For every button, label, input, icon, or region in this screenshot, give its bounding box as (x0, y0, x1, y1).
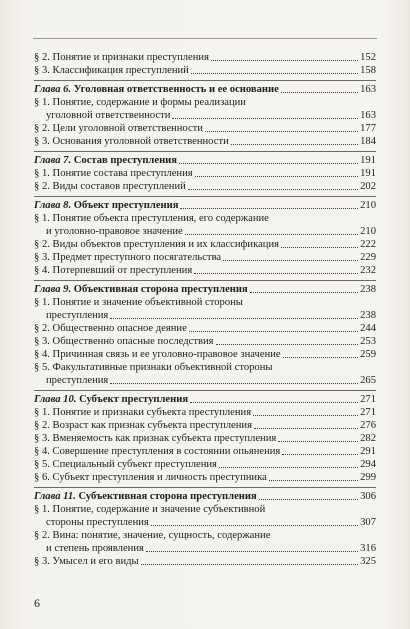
toc-entry (34, 322, 376, 335)
page-number: 6 (34, 596, 40, 610)
entry-page: 282 (360, 433, 376, 444)
entry-text: § 3. Основания уголовной ответственности (34, 136, 229, 147)
toc-entry (34, 251, 376, 264)
toc-entry (34, 122, 376, 135)
entry-page: 222 (360, 239, 376, 250)
entry-text: и степень проявления (46, 543, 144, 554)
entry-text: § 2. Виды объектов преступления и их классификация (34, 239, 279, 250)
entry-text: § 4. Потерпевший от преступления (34, 265, 193, 276)
entry-text: § 2. Понятие и признаки преступления (34, 52, 209, 63)
toc-entry (34, 555, 376, 568)
chapter-heading (34, 393, 376, 406)
dot-leader (250, 292, 358, 293)
entry-page: 265 (360, 375, 376, 386)
toc-entry (34, 238, 376, 251)
toc-entry (34, 419, 376, 432)
entry-page: 191 (360, 168, 376, 179)
dot-leader (259, 499, 358, 500)
entry-text: § 3. Классификация преступлений (34, 65, 189, 76)
dot-leader (195, 176, 359, 177)
entry-text: преступления (46, 310, 109, 321)
chapter-heading-text (34, 490, 257, 503)
chapter-title: Субъект преступления (79, 394, 189, 405)
chapter-title: Уголовная ответственность и ее основание (73, 84, 279, 95)
dot-leader (278, 441, 358, 442)
chapter-page: 271 (360, 394, 376, 405)
entry-text: § 1. Понятие состава преступления (34, 168, 193, 179)
chapter-label: Глава 6. (34, 84, 72, 95)
toc-entry (34, 180, 376, 193)
entry-line: § 5. Факультативные признаки объективной стороны (34, 362, 273, 373)
entry-line: § 1. Понятие объекта преступления, его содержание (34, 213, 269, 224)
entry-page: 238 (360, 310, 376, 321)
entry-page: 244 (360, 323, 376, 334)
entry-page: 276 (360, 420, 376, 431)
entry-page: 158 (360, 65, 376, 76)
dot-leader (205, 131, 358, 132)
entry-text: § 1. Понятие и признаки субъекта преступления (34, 407, 252, 418)
table-of-contents (34, 47, 376, 571)
entry-page: 232 (360, 265, 376, 276)
dot-leader (223, 260, 358, 261)
chapter-title: Состав преступления (73, 155, 178, 166)
dot-leader (110, 383, 358, 384)
entry-page: 202 (360, 181, 376, 192)
entry-text: § 3. Предмет преступного посягательства (34, 252, 222, 263)
dot-leader (254, 428, 358, 429)
entry-page: 253 (360, 336, 376, 347)
toc-entry (34, 264, 376, 277)
dot-leader (190, 402, 358, 403)
entry-line: § 1. Понятие, содержание и значение субъективной (34, 504, 266, 515)
entry-text: § 3. Умысел и его виды (34, 556, 139, 567)
chapter-heading-text (34, 283, 248, 296)
entry-line: § 1. Понятие, содержание и формы реализации (34, 97, 246, 108)
dot-leader (194, 273, 358, 274)
top-rule (33, 38, 377, 39)
toc-entry (34, 309, 376, 322)
entry-page: 291 (360, 446, 376, 457)
dot-leader (231, 144, 358, 145)
toc-entry (34, 348, 376, 361)
chapter-heading-text (34, 83, 279, 96)
chapter-label: Глава 10. (34, 394, 77, 405)
entry-text: § 5. Специальный субъект преступления (34, 459, 217, 470)
chapter-heading-text (34, 154, 177, 167)
entry-page: 299 (360, 472, 376, 483)
entry-page: 259 (360, 349, 376, 360)
chapter-heading (34, 154, 376, 167)
toc-entry (34, 445, 376, 458)
toc-entry (34, 516, 376, 529)
dot-leader (281, 92, 358, 93)
entry-text: § 2. Виды составов преступлений (34, 181, 186, 192)
dot-leader (282, 454, 358, 455)
dot-leader (180, 208, 358, 209)
dot-leader (283, 357, 359, 358)
entry-text: § 4. Причинная связь и ее уголовно-правовое значение (34, 349, 281, 360)
entry-text: § 4. Совершение преступления в состоянии опьянения (34, 446, 281, 457)
dot-leader (110, 318, 358, 319)
chapter-heading (34, 199, 376, 212)
entry-page: 184 (360, 136, 376, 147)
dot-leader (185, 234, 358, 235)
entry-line: § 1. Понятие и значение объективной стороны (34, 297, 243, 308)
entry-text: § 3. Общественно опасные последствия (34, 336, 214, 347)
chapter-label: Глава 7. (34, 155, 72, 166)
chapter-page: 238 (360, 284, 376, 295)
dot-leader (189, 331, 358, 332)
dot-leader (151, 525, 358, 526)
toc-section (34, 81, 376, 152)
toc-entry (34, 374, 376, 387)
chapter-page: 210 (360, 200, 376, 211)
entry-text: § 2. Общественно опасное деяние (34, 323, 187, 334)
dot-leader (216, 344, 359, 345)
dot-leader (269, 480, 358, 481)
toc-section (34, 152, 376, 197)
dot-leader (253, 415, 358, 416)
entry-text: § 2. Цели уголовной ответственности (34, 123, 203, 134)
toc-entry (34, 406, 376, 419)
dot-leader (172, 118, 358, 119)
toc-entry (34, 335, 376, 348)
toc-section (34, 47, 376, 81)
chapter-page: 306 (360, 491, 376, 502)
entry-page: 163 (360, 110, 376, 121)
entry-line: § 2. Вина: понятие, значение, сущность, содержание (34, 530, 271, 541)
entry-page: 210 (360, 226, 376, 237)
dot-leader (179, 163, 358, 164)
dot-leader (141, 564, 358, 565)
toc-entry (34, 51, 376, 64)
dot-leader (281, 247, 358, 248)
toc-entry (34, 64, 376, 77)
entry-page: 229 (360, 252, 376, 263)
toc-section (34, 488, 376, 571)
toc-entry (34, 225, 376, 238)
toc-entry (34, 542, 376, 555)
chapter-heading (34, 83, 376, 96)
dot-leader (211, 60, 358, 61)
entry-text: § 6. Субъект преступления и личность преступника (34, 472, 267, 483)
dot-leader (219, 467, 358, 468)
entry-text: уголовной ответственности (46, 110, 171, 121)
dot-leader (191, 73, 358, 74)
chapter-page: 191 (360, 155, 376, 166)
entry-page: 152 (360, 52, 376, 63)
entry-page: 177 (360, 123, 376, 134)
entry-page: 271 (360, 407, 376, 418)
dot-leader (146, 551, 358, 552)
entry-text: стороны преступления (46, 517, 149, 528)
toc-entry (34, 167, 376, 180)
toc-section (34, 281, 376, 391)
chapter-title: Объективная сторона преступления (73, 284, 248, 295)
chapter-heading (34, 490, 376, 503)
chapter-heading-text (34, 199, 178, 212)
chapter-page: 163 (360, 84, 376, 95)
chapter-label: Глава 8. (34, 200, 72, 211)
toc-entry (34, 109, 376, 122)
chapter-title: Объект преступления (73, 200, 179, 211)
chapter-heading-text (34, 393, 188, 406)
chapter-label: Глава 9. (34, 284, 72, 295)
toc-entry (34, 471, 376, 484)
entry-text: и уголовно-правовое значение (46, 226, 183, 237)
toc-entry (34, 135, 376, 148)
chapter-heading (34, 283, 376, 296)
toc-entry (34, 458, 376, 471)
chapter-title: Субъективная сторона преступления (78, 491, 257, 502)
entry-page: 307 (360, 517, 376, 528)
entry-page: 316 (360, 543, 376, 554)
entry-text: преступления (46, 375, 109, 386)
entry-page: 325 (360, 556, 376, 567)
toc-section (34, 391, 376, 488)
chapter-label: Глава 11. (34, 491, 76, 502)
entry-text: § 3. Вменяемость как признак субъекта преступления (34, 433, 277, 444)
dot-leader (188, 189, 358, 190)
entry-text: § 2. Возраст как признак субъекта преступления (34, 420, 252, 431)
entry-page: 294 (360, 459, 376, 470)
toc-section (34, 197, 376, 281)
toc-entry (34, 432, 376, 445)
